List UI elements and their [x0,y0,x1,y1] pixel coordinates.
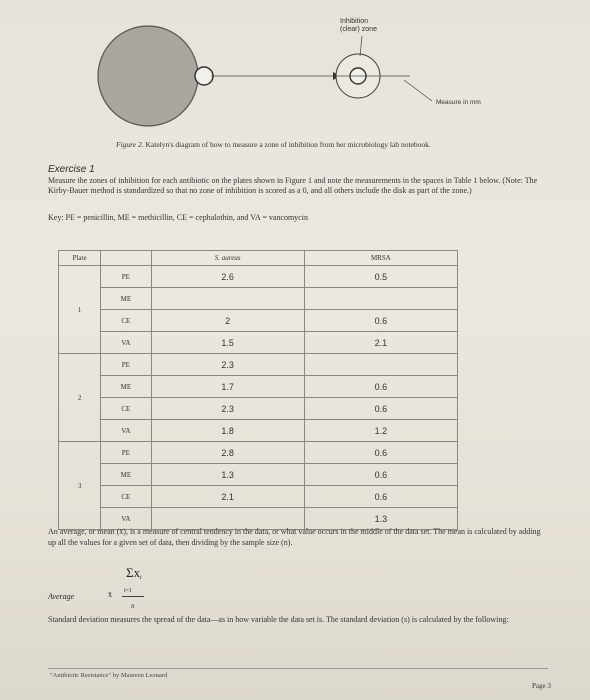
antibiotic-cell: ME [101,376,151,398]
table-row [59,398,458,420]
mrsa-value: 0.6 [304,398,457,420]
s-aureus-value: 2.3 [151,354,304,376]
table-row [59,442,458,464]
mrsa-value: 2.1 [304,332,457,354]
table-row [59,486,458,508]
plate-number: 1 [59,266,101,354]
table-row [59,332,458,354]
antibiotic-cell: ME [101,464,151,486]
mrsa-value: 0.6 [304,464,457,486]
table-row [59,464,458,486]
mrsa-value: 0.6 [304,310,457,332]
antibiotic-cell: CE [101,310,151,332]
s-aureus-value: 2.8 [151,442,304,464]
footer-divider [48,668,548,669]
antibiotic-cell: VA [101,508,151,530]
antibiotic-cell: CE [101,486,151,508]
antibiotic-cell: CE [101,398,151,420]
petri-disk-shaded [98,26,198,126]
table-row [59,288,458,310]
plate-number: 2 [59,354,101,442]
antibiotic-cell: PE [101,266,151,288]
fraction-denominator: n [131,602,135,610]
mrsa-value: 0.5 [304,266,457,288]
measure-label: Measure in mm [436,99,481,106]
footer-credit: "Antibiotic Resistance" by Maureen Leonard [50,672,168,679]
s-aureus-value: 1.8 [151,420,304,442]
s-aureus-value: 2 [151,310,304,332]
s-aureus-value: 2.1 [151,486,304,508]
plate-header: Plate [59,251,101,266]
antibiotic-cell: VA [101,420,151,442]
inhibition-pointer [360,36,362,56]
antibiotic-header [101,251,151,266]
antibiotic-cell: ME [101,288,151,310]
sum-symbol: Σx [126,565,141,580]
s-aureus-value [151,288,304,310]
mrsa-value [304,354,457,376]
table-row [59,376,458,398]
exercise-instructions: Measure the zones of inhibition for each antibiotic on the plates shown in Figure 1 and note the measurements in the spaces in Table 1 below. (Note: The Kirby-Bauer method is standardized so that no zone of inhibition is scored as a 0, and all others include the disk as part of the zone.) [48,176,538,195]
mrsa-value: 0.6 [304,442,457,464]
antibiotic-cell: PE [101,354,151,376]
figure-caption: Figure 2. Katelyn's diagram of how to measure a zone of inhibition from her microbiology lab notebook. [116,140,431,149]
measure-pointer [404,80,432,101]
antibiotic-disk [195,67,213,85]
fraction-bar [122,596,144,597]
mrsa-value: 0.6 [304,486,457,508]
sum-subscript: i [140,575,142,581]
s-aureus-value: 1.3 [151,464,304,486]
mrsa-header: MRSA [304,251,457,266]
xbar-symbol: x̄ [108,590,112,599]
average-label: Average [48,592,75,601]
mean-explanation: An average, or mean (x̄), is a measure of central tendency in the data, or what value occurs in the middle of the data set. The mean is calculated by adding up all the values for a given set of data, then dividing by the sample size (n). [48,527,541,547]
s-aureus-header: S. aureus [151,251,304,266]
mrsa-value: 0.6 [304,376,457,398]
measurement-table [58,250,458,530]
s-aureus-value: 2.6 [151,266,304,288]
plate-number: 3 [59,442,101,530]
antibiotic-cell: PE [101,442,151,464]
s-aureus-value: 2.3 [151,398,304,420]
table-row [59,354,458,376]
sum-lower-limit: i=1 [124,588,133,594]
mrsa-value [304,288,457,310]
antibiotic-cell: VA [101,332,151,354]
table-row [59,266,458,288]
exercise-title: Exercise 1 [48,164,95,175]
table-row [59,310,458,332]
figure-diagram [0,0,590,160]
s-aureus-value: 1.7 [151,376,304,398]
s-aureus-value: 1.5 [151,332,304,354]
table-row [59,420,458,442]
std-dev-explanation: Standard deviation measures the spread of the data—as in how variable the data set is. The standard deviation (s) is calculated by the following: [48,615,509,624]
mrsa-value: 1.2 [304,420,457,442]
antibiotic-key: Key: PE = penicillin, ME = methicillin, CE = cephalothin, and VA = vancomycin [48,213,308,222]
mrsa-value: 1.3 [304,508,457,530]
page-number: Page 3 [532,682,551,690]
inhibition-zone-label: Inhibition (clear) zone [340,18,377,33]
